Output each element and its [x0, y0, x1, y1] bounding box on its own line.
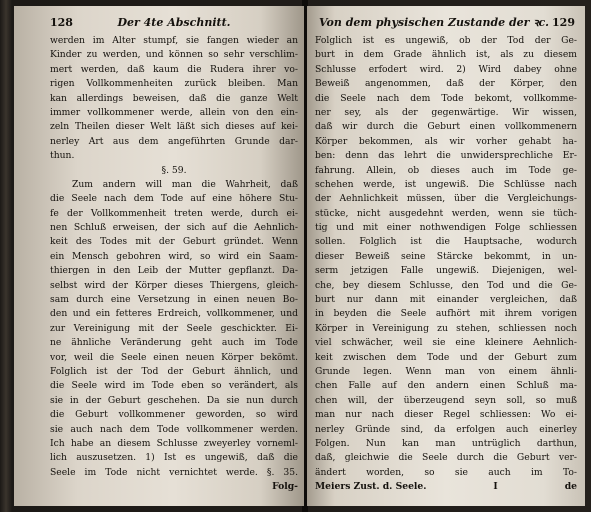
text-line: nerley Art aus dem angeführten Grunde dar- — [50, 135, 298, 147]
text-line: man nur nach dieser Regel schliessen: Wo ei- — [315, 409, 577, 421]
text-line: den und ein fetteres Erdreich, vollkommener, und — [50, 308, 298, 320]
text-line: viel schwächer, weil sie eine kleinere Aehnlich- — [315, 337, 577, 349]
text-line: sam durch eine Versetzung in einen neuen Bo- — [50, 294, 298, 306]
text-line: Kinder zu werden, und können so sehr verschlim- — [50, 49, 298, 61]
text-line: ne ähnliche Veränderung geht auch im Tode — [50, 337, 298, 349]
text-line: nen Schluß erweisen, der sich auf die Aehnlich- — [50, 222, 298, 234]
text-line: nerley Gründe sind, da erfolgen auch einerley — [315, 423, 577, 435]
text-line: ben: denn das lehrt die unwidersprechliche Er- — [315, 150, 577, 162]
left-running-title: Der 4te Abschnitt. — [117, 16, 231, 29]
text-line: in beyden die Seele aufhört mit ihrem vorigen — [315, 308, 577, 320]
text-line: fe der Vollkommenheit treten werde, durch ei- — [50, 207, 298, 219]
text-line: die Seele nach dem Tode auf eine höhere Stu- — [50, 193, 298, 205]
text-line: Schlusse erfodert wird. 2) Wird dabey ohne — [315, 63, 577, 75]
text-line: tig und mit einer nothwendigen Folge schliessen — [315, 222, 577, 234]
text-line: serm jetzigen Falle ungewiß. Diejenigen, wel- — [315, 265, 577, 277]
text-line: werden im Alter stumpf, sie fangen wieder an — [50, 35, 298, 46]
signature-line: Meiers Zust. d. Seele. — [315, 481, 427, 493]
left-page-body — [50, 34, 298, 480]
text-line: keit zwischen dem Tode und der Geburt zum — [315, 351, 577, 363]
text-line: Folglich ist es ungewiß, ob der Tod der Ge- — [315, 35, 577, 46]
right-page-number: 129 — [552, 16, 575, 29]
text-line: burt nur dann mit einander vergleichen, daß — [315, 294, 577, 306]
text-line: zeln Theilen dieser Welt läßt sich dieses auf kei- — [50, 121, 298, 133]
text-line: selbst wird der Körper dieses Thiergens, gleich- — [50, 279, 298, 291]
right-running-title: Von dem physischen Zustande der ꝛc. — [319, 16, 550, 29]
left-page-footer — [50, 480, 298, 494]
text-line: kan allerdings beweisen, daß die ganze Welt — [50, 92, 298, 104]
text-line: daß, gleichwie die Seele durch die Geburt ver- — [315, 452, 577, 464]
right-page-footer — [315, 480, 577, 494]
text-line: Zum andern will man die Wahrheit, daß — [72, 178, 298, 190]
text-line: schehen werde, ist ungewiß. Die Schlüsse nach — [315, 178, 577, 190]
signature-mark: I — [493, 481, 498, 493]
text-line: fahrung. Allein, ob dieses auch im Tode ge- — [315, 164, 577, 176]
text-line: zur Vereinigung mit der Seele geschickter. Ei- — [50, 322, 298, 334]
text-line: Körper bekommen, als wir vorher gehabt ha- — [315, 135, 577, 147]
right-page-body — [315, 34, 577, 480]
text-line: sollen. Folglich ist die Hauptsache, wodurch — [315, 236, 577, 248]
text-line: Körper in Vereinigung zu stehen, schliessen noch — [315, 322, 577, 334]
text-line: daß wir durch die Geburt einen vollkommenern — [315, 121, 577, 133]
left-page — [14, 6, 304, 506]
text-line: §. 59. — [161, 164, 187, 176]
text-line: thiergen in den Leib der Mutter gepflanzt. Da- — [50, 265, 298, 277]
text-line: Folgen. Nun kan man untrüglich darthun, — [315, 437, 577, 449]
text-line: burt in dem Grade ähnlich ist, als zu diesem — [315, 49, 577, 61]
text-line: die Geburt vollkommener geworden, so wird — [50, 409, 298, 421]
text-line: ändert worden, so sie auch im To- — [315, 466, 577, 478]
text-line: rigen Vollkommenheiten zurück bleiben. Man — [50, 78, 298, 90]
text-line: chen Falle auf den andern einen Schluß ma- — [315, 380, 577, 392]
left-page-number: 128 — [50, 16, 73, 29]
text-line: keit des Todes mit der Geburt gründet. Wenn — [50, 236, 298, 248]
text-line: Seele im Tode nicht vernichtet werde. §. 35. — [50, 466, 298, 478]
left-catchword: Folg- — [272, 481, 298, 493]
text-line: chen will, der überzeugend seyn soll, so muß — [315, 394, 577, 406]
text-line: vor, weil die Seele einen neuen Körper bekömt. — [50, 351, 298, 363]
text-line: lich auszusetzen. 1) Ist es ungewiß, daß die — [50, 452, 298, 464]
text-line: sie in der Geburt geschehen. Da sie nun durch — [50, 394, 298, 406]
left-running-head — [50, 12, 298, 34]
text-line: mert werden, daß kaum die Rudera ihrer vo- — [50, 63, 298, 75]
text-line: Beweiß angenommen, daß der Körper, den — [315, 78, 577, 90]
text-line: Ich habe an diesem Schlusse zweyerley vorneml- — [50, 437, 298, 449]
text-line: dieser Beweiß seine Stärcke bekommt, in un- — [315, 250, 577, 262]
right-running-head — [315, 12, 577, 34]
text-line: Grunde legen. Wenn man von einem ähnli- — [315, 365, 577, 377]
text-line: die Seele wird im Tode eben so verändert, als — [50, 380, 298, 392]
text-line: thun. — [50, 150, 75, 162]
text-line: sie auch nach dem Tode vollkommener werden. — [50, 423, 298, 435]
text-line: che, bey diesem Schlusse, den Tod und die Ge- — [315, 279, 577, 291]
text-line: ein Mensch gebohren wird, so wird ein Saam- — [50, 250, 298, 262]
text-line: stücke, nicht ausgedehnt werden, wenn sie tüch- — [315, 207, 577, 219]
text-line: Folglich ist der Tod der Geburt ähnlich, und — [50, 365, 298, 377]
right-catchword: de — [564, 481, 577, 493]
text-line: die Seele nach dem Tode bekomt, vollkomme- — [315, 92, 577, 104]
text-line: der Aehnlichkeit müssen, über die Vergleichungs- — [315, 193, 577, 205]
text-line: ner sey, als der gegenwärtige. Wir wissen, — [315, 106, 577, 118]
text-line: immer vollkommener werde, allein von den ein- — [50, 106, 298, 118]
right-page — [307, 6, 585, 506]
